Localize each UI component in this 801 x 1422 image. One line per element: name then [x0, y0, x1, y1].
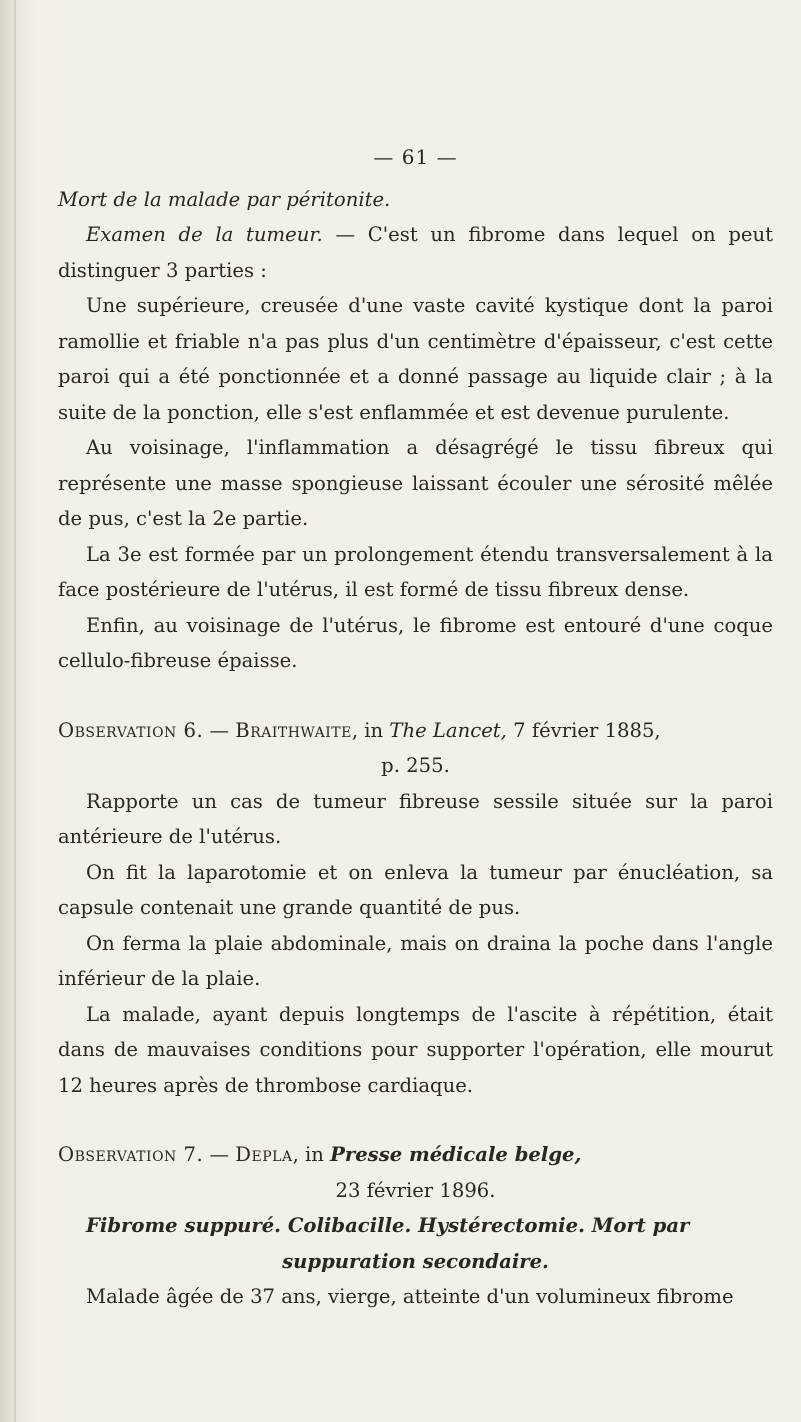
observation-6-heading [58, 713, 773, 749]
journal: Presse médicale belge, [330, 1143, 582, 1166]
paragraph: La 3e est formée par un prolongement étendu transversalement à la face postérieure de l'utérus, il est formé de tissu fibreux dense. [58, 542, 773, 601]
document-page [58, 140, 773, 1315]
paragraph: Au voisinage, l'inflammation a désagrégé le tissu fibreux qui représente une masse spongieuse laissant écouler une sérosité mêlée de pus, c'est la 2e partie. [58, 436, 773, 530]
exam-paragraph [58, 217, 773, 288]
author: Braithwaite [235, 718, 352, 742]
death-line: Mort de la malade par péritonite. [58, 187, 391, 211]
title-line: suppuration secondaire. [282, 1249, 549, 1273]
page-number: — 61 — [373, 145, 458, 169]
date-line: 23 février 1896. [335, 1178, 496, 1202]
page-reference: p. 255. [381, 754, 450, 777]
section-gap [58, 1103, 773, 1137]
in-text: , in [292, 1143, 331, 1166]
date: 7 février 1885, [506, 718, 661, 742]
dash: — [203, 718, 236, 742]
paragraph: Enfin, au voisinage de l'utérus, le fibrome est entouré d'une coque cellulo-fibreuse épaisse. [58, 613, 773, 672]
paragraph: On ferma la plaie abdominale, mais on draina la poche dans l'angle inférieur de la plaie. [58, 931, 773, 990]
paragraph: On fit la laparotomie et on enleva la tumeur par énucléation, sa capsule contenait une grande quantité de pus. [58, 860, 773, 919]
exam-text: — C'est un fibrome dans lequel on peut distinguer 3 parties : [58, 223, 773, 282]
title-line: Fibrome suppuré. Colibacille. Hystérectomie. Mort par [86, 1214, 690, 1237]
paragraph: Une supérieure, creusée d'une vaste cavité kystique dont la paroi ramollie et friable n'a pas plus d'un centimètre d'épaisseur, c'est cette paroi qui a été ponctionnée et a donné passage au liquide clair ; à la suite de la ponction, elle s'est enflammée et est devenue purulente. [58, 294, 773, 424]
book-spine-shadow [0, 0, 36, 1422]
binding-edge [14, 0, 16, 1422]
author: Depla [235, 1143, 293, 1166]
paragraph: Rapporte un cas de tumeur fibreuse sessile située sur la paroi antérieure de l'utérus. [58, 789, 773, 848]
in-text: , in [351, 718, 390, 742]
exam-label: Examen de la tumeur. [86, 223, 323, 246]
paragraph: Malade âgée de 37 ans, vierge, atteinte d'un volumineux fibrome [86, 1285, 734, 1308]
dash: — [203, 1143, 236, 1166]
observation-label: Observation 6. [58, 718, 204, 742]
observation-label: Observation 7. [58, 1143, 204, 1166]
section-gap [58, 679, 773, 713]
journal: The Lancet, [389, 718, 507, 742]
observation-7-heading [58, 1137, 773, 1173]
paragraph: La malade, ayant depuis longtemps de l'ascite à répétition, était dans de mauvaises conditions pour supporter l'opération, elle mourut 12 heures après de thrombose cardiaque. [58, 1002, 773, 1097]
